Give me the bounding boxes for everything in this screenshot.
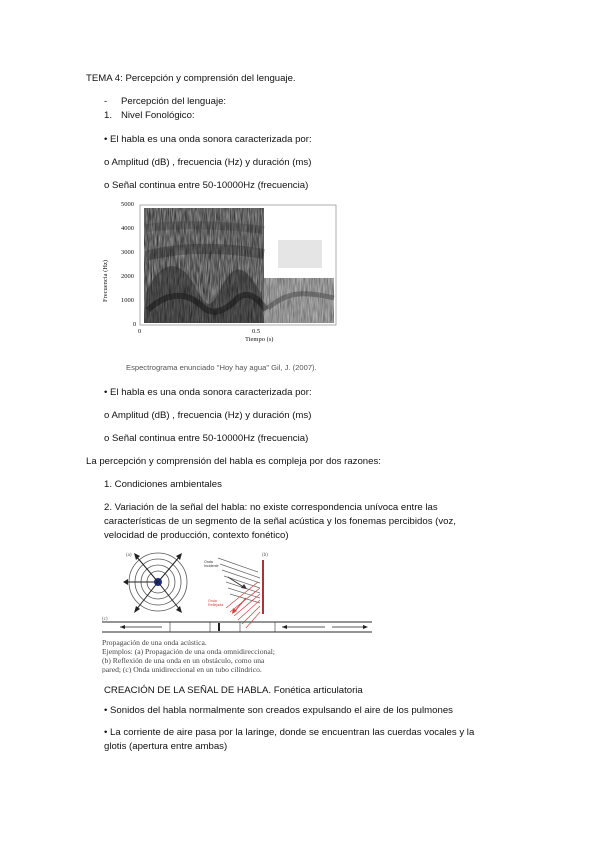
label-c: (c) xyxy=(102,617,108,622)
y-tick: 2000 xyxy=(121,273,134,280)
label-a: (a) xyxy=(126,553,132,558)
bullet-speech-wave-repeat: • El habla es una onda sonora caracterizada por: xyxy=(104,387,312,398)
reason-2: 2. Variación de la señal del habla: no existe correspondencia unívoca entre las características de un segmento de la señal acústica y los fonemas percibidos (voz, velocidad de producción, contexto fonético) xyxy=(104,502,456,541)
x-tick: 0.5 xyxy=(252,328,261,335)
reflected-label: Onda xyxy=(208,599,217,603)
wave-caption-line-1: Propagación de una onda acústica. xyxy=(102,638,207,647)
x-axis-label: Tiempo (s) xyxy=(245,336,274,343)
reason-1: 1. Condiciones ambientales xyxy=(104,479,222,490)
x-tick: 0 xyxy=(138,328,142,335)
sub-bullet-amplitude: o Amplitud (dB) , frecuencia (Hz) y duración (ms) xyxy=(104,157,312,168)
spectrogram-caption: Espectrograma enunciado "Hoy hay agua" Gil, J. (2007). xyxy=(126,363,317,372)
outline-dash: - xyxy=(104,96,108,107)
wave-figure xyxy=(100,550,375,674)
y-tick: 0 xyxy=(133,321,137,328)
wave-caption-line-2: Ejemplos: (a) Propagación de una onda omnidireccional; xyxy=(102,647,275,656)
y-tick: 1000 xyxy=(121,297,134,304)
tube-wave-diagram xyxy=(102,617,372,632)
paragraph-complexity: La percepción y comprensión del habla es compleja por dos razones: xyxy=(86,456,381,467)
reflection-wave-diagram xyxy=(204,553,268,628)
bullet-speech-wave: • El habla es una onda sonora caracterizada por: xyxy=(104,134,312,145)
incident-label: Onda xyxy=(204,560,213,564)
wave-caption-line-4: pared; (c) Onda unidireccional en un tubo cilíndrico. xyxy=(102,665,262,673)
y-tick: 4000 xyxy=(121,225,134,232)
spectrogram-figure xyxy=(86,198,368,376)
omnidirectional-wave-diagram xyxy=(123,553,187,613)
y-tick: 3000 xyxy=(121,249,134,256)
y-axis-label: Frecuencia (Hz) xyxy=(102,259,109,302)
sub-bullet-signal-repeat: o Señal continua entre 50-10000Hz (frecuencia) xyxy=(104,433,309,444)
outline-item-perception: Percepción del lenguaje: xyxy=(121,96,227,107)
section-heading-speech-creation: CREACIÓN DE LA SEÑAL DE HABLA. Fonética articulatoria xyxy=(104,685,363,696)
wave-caption-line-3: (b) Reflexión de una onda en un obstáculo, como una xyxy=(102,656,265,665)
outline-item-phonological: Nivel Fonológico: xyxy=(121,110,195,121)
svg-text:Incidente: Incidente xyxy=(204,564,219,568)
sub-bullet-amplitude-repeat: o Amplitud (dB) , frecuencia (Hz) y duración (ms) xyxy=(104,410,312,421)
svg-text:Reflejada: Reflejada xyxy=(208,603,224,607)
label-b: (b) xyxy=(262,553,268,558)
bullet-larynx: • La corriente de aire pasa por la laringe, donde se encuentran las cuerdas vocales y la glotis (apertura entre ambas) xyxy=(104,727,475,752)
bullet-lungs: • Sonidos del habla normalmente son creados expulsando el aire de los pulmones xyxy=(104,705,453,716)
y-tick: 5000 xyxy=(121,201,134,208)
outline-number: 1. xyxy=(104,110,113,121)
sub-bullet-signal: o Señal continua entre 50-10000Hz (frecuencia) xyxy=(104,180,309,191)
page-title: TEMA 4: Percepción y comprensión del lenguaje. xyxy=(86,73,296,84)
